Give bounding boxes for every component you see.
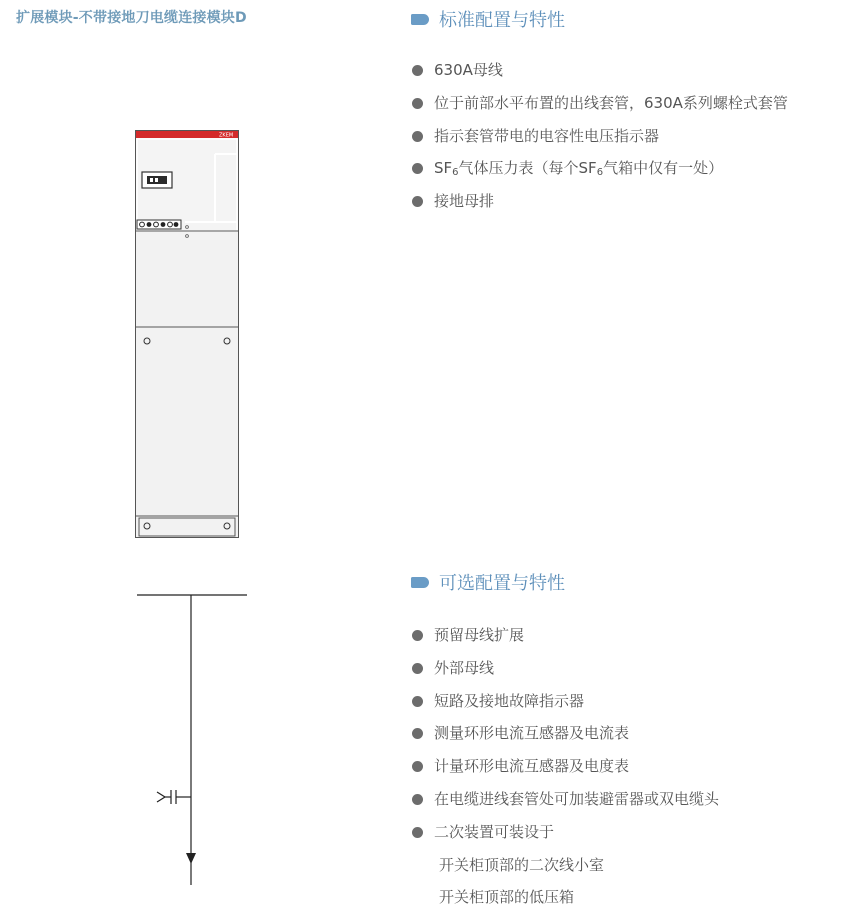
optional-feature-list <box>412 619 719 914</box>
capacitive-voltage-indicator-symbol <box>157 790 191 804</box>
list-item: 在电缆进线套管处可加装避雷器或双电缆头 <box>412 783 719 816</box>
list-item: 位于前部水平布置的出线套管，630A系列螺栓式套管 <box>412 87 788 120</box>
list-item: 接地母排 <box>412 185 788 218</box>
standard-config-heading-label: 标准配置与特性 <box>439 10 565 31</box>
standard-config-heading <box>411 6 565 32</box>
optional-config-heading-label: 可选配置与特性 <box>439 573 565 594</box>
optional-config-heading <box>411 569 565 595</box>
list-item: 预留母线扩展 <box>412 619 719 652</box>
section-marker-icon <box>411 577 429 588</box>
list-item: 短路及接地故障指示器 <box>412 685 719 718</box>
cabinet-front-view <box>135 130 239 540</box>
cable-arrow-icon <box>186 853 196 864</box>
list-item: 计量环形电流互感器及电度表 <box>412 750 719 783</box>
page-title: 扩展模块-不带接地刀电缆连接模块D <box>16 10 247 26</box>
section-marker-icon <box>411 14 429 25</box>
list-item: 外部母线 <box>412 652 719 685</box>
cabinet-brand-label: ZKEM <box>219 132 234 139</box>
list-item: 测量环形电流互感器及电流表 <box>412 717 719 750</box>
standard-feature-list <box>412 54 788 218</box>
list-sub-item: 开关柜顶部的低压箱 <box>439 888 575 907</box>
list-item: 指示套管带电的电容性电压指示器 <box>412 120 788 153</box>
list-item: 630A母线 <box>412 54 788 87</box>
list-item: SF6气体压力表（每个SF6气箱中仅有一处） <box>412 152 788 185</box>
list-item: 二次装置可装设于 <box>412 816 719 849</box>
single-line-diagram <box>135 585 255 899</box>
list-sub-item: 开关柜顶部的二次线小室 <box>439 855 605 874</box>
gas-pressure-gauge-icon <box>142 172 172 188</box>
capacitive-voltage-indicator-icon <box>137 220 181 229</box>
